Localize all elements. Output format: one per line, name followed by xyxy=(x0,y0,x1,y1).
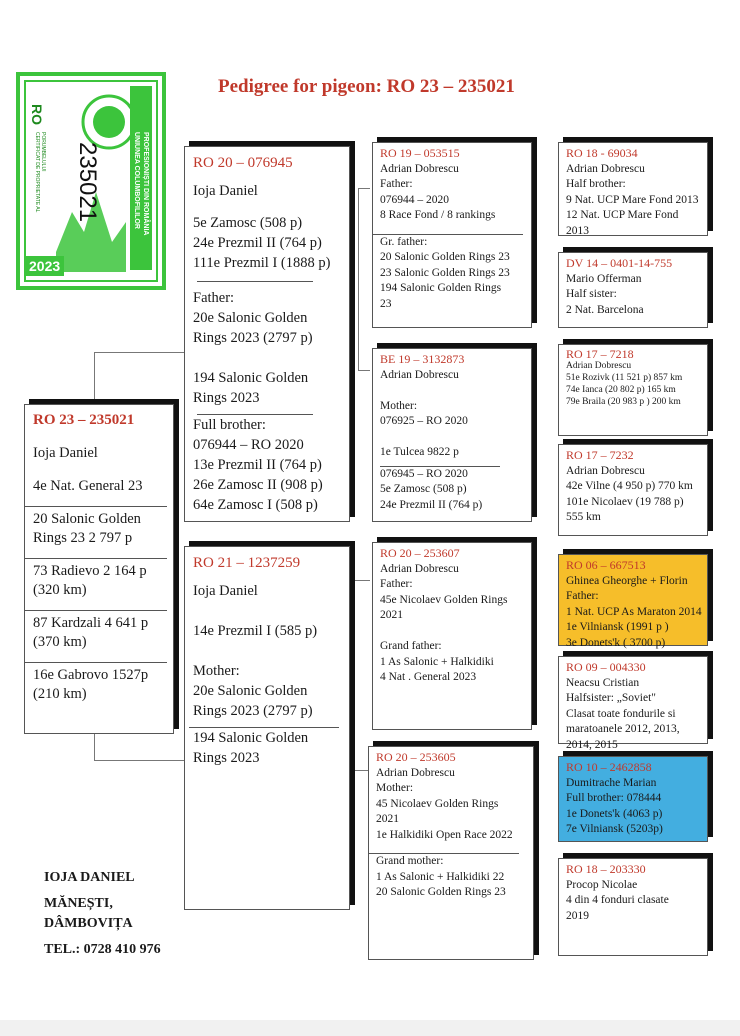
granddam-1-pigeon: 076945 – RO 2020 5e Zamosc (508 p) 24e Prezmil II (764 p) xyxy=(380,467,483,511)
relative-id: RO 06 – 667513 xyxy=(566,558,646,572)
relative-card xyxy=(558,142,708,236)
contact-block xyxy=(44,868,161,966)
certificate-image xyxy=(16,72,166,290)
relative-id: RO 17 – 7232 xyxy=(566,448,634,462)
main-note: 4e Nat. General 23 xyxy=(33,478,143,494)
grandsire-1-card xyxy=(372,142,532,328)
cert-ring-number: 235021 xyxy=(74,142,101,223)
connector xyxy=(354,580,355,770)
sire-results: 5e Zamosc (508 p) 24e Prezmil II (764 p) 111e Prezmil I (1888 p) xyxy=(193,215,331,271)
relative-card xyxy=(558,858,708,956)
dam-owner: Ioja Daniel xyxy=(193,583,258,599)
cert-org-line2: PROFESIONIȘTI DIN ROMÂNIA xyxy=(142,132,149,236)
grandsire-1-id: RO 19 – 053515 xyxy=(380,146,460,160)
main-owner: Ioja Daniel xyxy=(33,445,98,461)
connector xyxy=(94,734,95,760)
cert-org-line1: UNIUNEA COLUMBOFILILOR xyxy=(133,132,140,229)
grandsire-1-details: Adrian Dobrescu Father: 076944 – 2020 8 Race Fond / 8 rankings xyxy=(380,162,496,221)
contact-name: IOJA DANIEL xyxy=(44,870,135,885)
dam-card xyxy=(184,546,350,910)
relative-card-highlighted xyxy=(558,554,708,649)
grandsire-2-card xyxy=(372,542,532,730)
granddam-2-card xyxy=(368,746,534,960)
dam-results: 14e Prezmil I (585 p) xyxy=(193,623,318,639)
granddam-2-id: RO 20 – 253605 xyxy=(376,750,456,764)
main-pigeon-card xyxy=(24,404,174,734)
dam-mother: Mother: 20e Salonic Golden Rings 2023 (2797 p) xyxy=(193,663,313,719)
granddam-2-grandmother: Grand mother: 1 As Salonic + Halkidiki 22 20 Salonic Golden Rings 23 xyxy=(376,855,506,898)
page-title: Pedigree for pigeon: RO 23 – 235021 xyxy=(218,76,515,97)
granddam-1-id: BE 19 – 3132873 xyxy=(380,352,465,366)
relative-id: DV 14 – 0401-14-755 xyxy=(566,256,673,270)
relative-id: RO 18 – 203330 xyxy=(566,862,646,876)
relative-id: RO 10 – 2462858 xyxy=(566,760,652,774)
connector xyxy=(358,370,370,371)
cert-year: 2023 xyxy=(29,258,61,274)
grandsire-2-details: Adrian Dobrescu Father: 45e Nicolaev Golden Rings 2021 Grand father: 1 As Salonic + Halkidiki 4 Nat . General 2023 xyxy=(380,562,508,683)
main-result: 20 Salonic Golden Rings 23 2 797 p xyxy=(33,511,141,546)
main-result: 73 Radievo 2 164 p (320 km) xyxy=(33,563,147,598)
relative-card xyxy=(558,656,708,751)
main-result: 16e Gabrovo 1527p (210 km) xyxy=(33,667,149,702)
grandsire-2-id: RO 20 – 253607 xyxy=(380,546,460,560)
page-edge xyxy=(0,1020,740,1036)
sire-owner: Ioja Daniel xyxy=(193,183,258,199)
granddam-1-card xyxy=(372,348,532,522)
relative-id: RO 17 – 7218 xyxy=(566,347,634,361)
relative-card xyxy=(558,344,708,436)
granddam-1-details: Adrian Dobrescu Mother: 076925 – RO 2020 1e Tulcea 9822 p xyxy=(380,368,468,458)
main-pigeon-id: RO 23 – 235021 xyxy=(33,412,135,428)
grandsire-1-grandfather: Gr. father: 20 Salonic Golden Rings 23 23 Salonic Golden Rings 23 194 Salonic Golden Rings 23 xyxy=(380,235,510,310)
sire-card xyxy=(184,146,350,522)
sire-father: Father: 20e Salonic Golden Rings 2023 (2797 p) 194 Salonic Golden Rings 2023 xyxy=(193,290,313,406)
relative-details: Adrian Dobrescu Half brother: 9 Nat. UCP Mare Fond 2013 12 Nat. UCP Mare Fond 2013 xyxy=(566,162,699,237)
connector xyxy=(94,352,95,404)
relative-id: RO 18 - 69034 xyxy=(566,146,638,160)
relative-card xyxy=(558,444,708,536)
relative-details: Adrian Dobrescu 51e Rozivk (11 521 p) 857 km 74e Ianca (20 802 p) 165 km 79e Braila (20 983 p ) 200 km xyxy=(566,361,683,407)
relative-details: Mario Offerman Half sister: 2 Nat. Barcelona xyxy=(566,272,644,316)
dam-id: RO 21 – 1237259 xyxy=(193,555,301,571)
connector xyxy=(358,188,370,189)
cert-label-line1: CERTIFICAT DE PROPRIETATE AL xyxy=(34,132,40,213)
main-result: 87 Kardzali 4 641 p (370 km) xyxy=(33,615,149,650)
relative-details: Procop Nicolae 4 din 4 fonduri clasate 2019 xyxy=(566,878,669,922)
cert-label-line2: PORUMBELULUI xyxy=(40,132,46,172)
relative-id: RO 09 – 004330 xyxy=(566,660,646,674)
relative-details: Dumitrache Marian Full brother: 078444 1e Donets'k (4063 p) 7e Vilniansk (5203p) xyxy=(566,776,663,835)
cert-country: RO xyxy=(29,104,45,125)
connector xyxy=(358,188,359,370)
contact-location: MĂNEȘTI, DÂMBOVIȚA xyxy=(44,896,133,931)
relative-details: Adrian Dobrescu 42e Vilne (4 950 p) 770 km 101e Nicolaev (19 788 p) 555 km xyxy=(566,464,693,523)
contact-phone: TEL.: 0728 410 976 xyxy=(44,942,161,957)
relative-details: Ghinea Gheorghe + Florin Father: 1 Nat. UCP As Maraton 2014 1e Vilniansk (1991 p ) 3e Donets'k ( 3700 p) xyxy=(566,574,702,649)
sire-id: RO 20 – 076945 xyxy=(193,155,293,171)
relative-details: Neacsu Cristian Halfsister: „Soviet" Clasat toate fondurile si maratoanele 2012, 2013, 2014, 2015 xyxy=(566,676,680,751)
relative-card xyxy=(558,252,708,328)
connector xyxy=(94,760,184,761)
connector xyxy=(354,580,370,581)
granddam-2-details: Adrian Dobrescu Mother: 45 Nicolaev Golden Rings 2021 1e Halkidiki Open Race 2022 xyxy=(376,766,513,841)
sire-brother: Full brother: 076944 – RO 2020 13e Prezmil II (764 p) 26e Zamosc II (908 p) 64e Zamosc I (508 p) xyxy=(193,417,323,513)
connector xyxy=(94,352,184,353)
relative-card-highlighted xyxy=(558,756,708,842)
dam-extra: 194 Salonic Golden Rings 2023 xyxy=(193,730,309,766)
